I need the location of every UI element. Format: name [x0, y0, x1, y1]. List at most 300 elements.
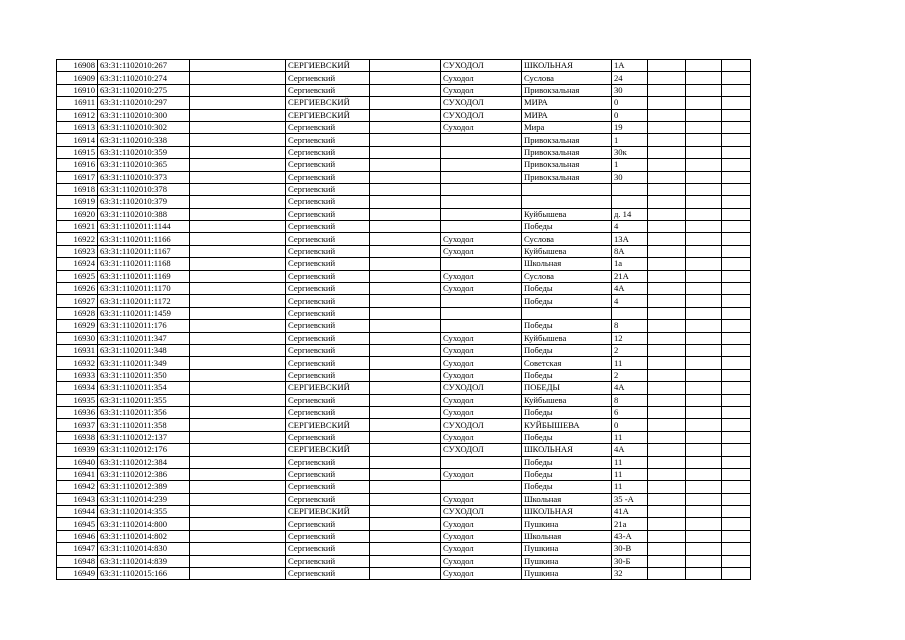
cell-x3 [722, 419, 751, 431]
cell-x1 [648, 258, 686, 270]
cell-blank2 [370, 60, 441, 72]
cell-locality: Суходол [441, 369, 522, 381]
cell-region: Сергиевский [286, 543, 370, 555]
cell-x1 [648, 444, 686, 456]
cell-id: 16909 [57, 72, 98, 84]
cell-region: Сергиевский [286, 518, 370, 530]
cell-house: 21А [612, 270, 648, 282]
cell-x1 [648, 431, 686, 443]
cell-id: 16941 [57, 468, 98, 480]
cell-id: 16918 [57, 183, 98, 195]
cell-cadastral: 63:31:1102010:297 [98, 97, 190, 109]
cell-x2 [686, 72, 722, 84]
cell-region: Сергиевский [286, 72, 370, 84]
cell-street [522, 196, 612, 208]
cell-blank1 [190, 171, 286, 183]
cell-x2 [686, 382, 722, 394]
cell-locality: Суходол [441, 394, 522, 406]
cell-street: Куйбышева [522, 332, 612, 344]
cell-cadastral: 63:31:1102011:1172 [98, 295, 190, 307]
cell-blank1 [190, 530, 286, 542]
table-row [57, 530, 751, 542]
cell-id: 16927 [57, 295, 98, 307]
cell-id: 16912 [57, 109, 98, 121]
cell-blank1 [190, 419, 286, 431]
cell-street: Победы [522, 320, 612, 332]
cell-x1 [648, 406, 686, 418]
cell-region: Сергиевский [286, 307, 370, 319]
cell-blank2 [370, 159, 441, 171]
cell-x3 [722, 183, 751, 195]
cell-x1 [648, 208, 686, 220]
cell-house: 24 [612, 72, 648, 84]
cell-street: Пушкина [522, 543, 612, 555]
cell-id: 16936 [57, 406, 98, 418]
cell-blank1 [190, 431, 286, 443]
cell-x1 [648, 97, 686, 109]
cell-cadastral: 63:31:1102014:239 [98, 493, 190, 505]
cell-house: 4 [612, 221, 648, 233]
cell-x2 [686, 481, 722, 493]
table-row [57, 171, 751, 183]
cell-cadastral: 63:31:1102011:1144 [98, 221, 190, 233]
cell-id: 16943 [57, 493, 98, 505]
cell-x1 [648, 481, 686, 493]
cell-house: 8А [612, 245, 648, 257]
table-row [57, 307, 751, 319]
cell-region: СЕРГИЕВСКИЙ [286, 382, 370, 394]
cell-house: 4А [612, 382, 648, 394]
cell-cadastral: 63:31:1102010:302 [98, 121, 190, 133]
cell-x2 [686, 134, 722, 146]
cell-blank1 [190, 233, 286, 245]
cell-house: 1А [612, 60, 648, 72]
cell-region: Сергиевский [286, 568, 370, 580]
cell-cadastral: 63:31:1102011:349 [98, 357, 190, 369]
cell-id: 16925 [57, 270, 98, 282]
cell-region: Сергиевский [286, 221, 370, 233]
cell-locality [441, 159, 522, 171]
cell-x1 [648, 245, 686, 257]
cell-x2 [686, 555, 722, 567]
cell-locality: Суходол [441, 270, 522, 282]
cell-locality [441, 481, 522, 493]
table-row [57, 444, 751, 456]
table-row [57, 109, 751, 121]
cell-blank1 [190, 357, 286, 369]
cell-cadastral: 63:31:1102015:166 [98, 568, 190, 580]
cell-id: 16947 [57, 543, 98, 555]
cell-id: 16911 [57, 97, 98, 109]
cell-region: Сергиевский [286, 468, 370, 480]
cell-house: 4 [612, 295, 648, 307]
cell-id: 16937 [57, 419, 98, 431]
cell-blank2 [370, 171, 441, 183]
cell-blank1 [190, 295, 286, 307]
cell-locality: Суходол [441, 543, 522, 555]
table-row [57, 568, 751, 580]
cell-house: 30 [612, 171, 648, 183]
cell-blank1 [190, 283, 286, 295]
cell-street: Пушкина [522, 555, 612, 567]
cell-blank1 [190, 406, 286, 418]
cell-x1 [648, 332, 686, 344]
table-row [57, 295, 751, 307]
cell-x3 [722, 493, 751, 505]
cell-blank1 [190, 518, 286, 530]
cell-x3 [722, 444, 751, 456]
cell-locality: Суходол [441, 568, 522, 580]
cell-blank2 [370, 369, 441, 381]
cell-x3 [722, 431, 751, 443]
cell-x2 [686, 568, 722, 580]
cell-x1 [648, 183, 686, 195]
cell-street: Победы [522, 431, 612, 443]
table-row [57, 481, 751, 493]
cell-street: ШКОЛЬНАЯ [522, 444, 612, 456]
cell-blank2 [370, 555, 441, 567]
cell-region: Сергиевский [286, 270, 370, 282]
cell-blank2 [370, 134, 441, 146]
cell-x3 [722, 357, 751, 369]
cell-street: Победы [522, 295, 612, 307]
cell-cadastral: 63:31:1102011:1459 [98, 307, 190, 319]
cell-x3 [722, 146, 751, 158]
cell-blank1 [190, 60, 286, 72]
cell-blank1 [190, 221, 286, 233]
cell-locality: Суходол [441, 518, 522, 530]
cell-x3 [722, 72, 751, 84]
cell-x2 [686, 320, 722, 332]
cell-x3 [722, 171, 751, 183]
cell-region: Сергиевский [286, 295, 370, 307]
cell-region: Сергиевский [286, 344, 370, 356]
cell-x1 [648, 493, 686, 505]
cell-id: 16933 [57, 369, 98, 381]
cell-x2 [686, 332, 722, 344]
cell-cadastral: 63:31:1102012:386 [98, 468, 190, 480]
cell-x1 [648, 369, 686, 381]
cell-house: 30к [612, 146, 648, 158]
table-row [57, 320, 751, 332]
cell-x3 [722, 121, 751, 133]
cell-blank1 [190, 258, 286, 270]
cell-x2 [686, 357, 722, 369]
cell-locality [441, 134, 522, 146]
cell-street [522, 307, 612, 319]
cell-cadastral: 63:31:1102011:1170 [98, 283, 190, 295]
table-row [57, 84, 751, 96]
cell-id: 16932 [57, 357, 98, 369]
cell-x3 [722, 60, 751, 72]
cell-region: Сергиевский [286, 406, 370, 418]
cell-cadastral: 63:31:1102011:358 [98, 419, 190, 431]
cell-id: 16949 [57, 568, 98, 580]
cell-x1 [648, 233, 686, 245]
cell-region: Сергиевский [286, 320, 370, 332]
cell-x2 [686, 283, 722, 295]
cell-id: 16921 [57, 221, 98, 233]
table-row [57, 72, 751, 84]
cell-blank1 [190, 481, 286, 493]
table-row [57, 233, 751, 245]
cell-house: 11 [612, 481, 648, 493]
table-row [57, 146, 751, 158]
cell-blank1 [190, 468, 286, 480]
cell-blank2 [370, 295, 441, 307]
cell-blank2 [370, 468, 441, 480]
cell-cadastral: 63:31:1102014:355 [98, 506, 190, 518]
cell-locality [441, 307, 522, 319]
cell-x1 [648, 134, 686, 146]
cell-blank2 [370, 530, 441, 542]
table-row [57, 357, 751, 369]
cell-blank2 [370, 270, 441, 282]
cell-street: Привокзальная [522, 159, 612, 171]
cell-street: ШКОЛЬНАЯ [522, 506, 612, 518]
cell-region: Сергиевский [286, 245, 370, 257]
cell-cadastral: 63:31:1102011:176 [98, 320, 190, 332]
cell-x2 [686, 208, 722, 220]
cell-house: 30 [612, 84, 648, 96]
cell-id: 16910 [57, 84, 98, 96]
cell-region: Сергиевский [286, 530, 370, 542]
cell-id: 16939 [57, 444, 98, 456]
cell-cadastral: 63:31:1102010:378 [98, 183, 190, 195]
cell-x1 [648, 221, 686, 233]
cell-x1 [648, 283, 686, 295]
cell-house: 11 [612, 456, 648, 468]
cell-street: Суслова [522, 72, 612, 84]
cell-x1 [648, 109, 686, 121]
cell-region: Сергиевский [286, 134, 370, 146]
cell-house: 12 [612, 332, 648, 344]
table-row [57, 344, 751, 356]
cell-x3 [722, 555, 751, 567]
cell-cadastral: 63:31:1102011:356 [98, 406, 190, 418]
cell-street: Победы [522, 456, 612, 468]
cell-x2 [686, 518, 722, 530]
cell-street: Школьная [522, 530, 612, 542]
cell-street: КУЙБЫШЕВА [522, 419, 612, 431]
cell-locality: Суходол [441, 357, 522, 369]
cell-locality [441, 208, 522, 220]
table-row [57, 270, 751, 282]
cell-street: Куйбышева [522, 208, 612, 220]
table-row [57, 196, 751, 208]
cell-street: Победы [522, 369, 612, 381]
cell-x2 [686, 196, 722, 208]
cell-blank2 [370, 406, 441, 418]
cell-cadastral: 63:31:1102014:830 [98, 543, 190, 555]
cell-x1 [648, 270, 686, 282]
cell-cadastral: 63:31:1102010:275 [98, 84, 190, 96]
cell-blank1 [190, 97, 286, 109]
cell-x1 [648, 530, 686, 542]
cell-x3 [722, 382, 751, 394]
cell-house: 32 [612, 568, 648, 580]
cell-blank1 [190, 84, 286, 96]
cell-blank1 [190, 121, 286, 133]
cell-blank1 [190, 270, 286, 282]
cell-region: Сергиевский [286, 84, 370, 96]
cell-house: 35 -А [612, 493, 648, 505]
cell-street: Победы [522, 406, 612, 418]
cell-x1 [648, 84, 686, 96]
cell-blank2 [370, 382, 441, 394]
cell-id: 16929 [57, 320, 98, 332]
cell-region: Сергиевский [286, 555, 370, 567]
cell-x3 [722, 134, 751, 146]
cell-locality: Суходол [441, 555, 522, 567]
cell-blank2 [370, 121, 441, 133]
cell-blank1 [190, 146, 286, 158]
cell-cadastral: 63:31:1102010:359 [98, 146, 190, 158]
cell-house: 4А [612, 283, 648, 295]
cell-x2 [686, 60, 722, 72]
cell-blank2 [370, 444, 441, 456]
cell-x3 [722, 221, 751, 233]
table-row [57, 134, 751, 146]
cell-x3 [722, 332, 751, 344]
cell-locality: Суходол [441, 344, 522, 356]
cell-street: МИРА [522, 97, 612, 109]
cell-street: Победы [522, 468, 612, 480]
table-row [57, 506, 751, 518]
table-row [57, 394, 751, 406]
table-row [57, 369, 751, 381]
cell-blank2 [370, 394, 441, 406]
cell-house [612, 196, 648, 208]
cell-street: Школьная [522, 493, 612, 505]
cell-x2 [686, 183, 722, 195]
cell-locality [441, 258, 522, 270]
cell-blank1 [190, 543, 286, 555]
cell-region: СЕРГИЕВСКИЙ [286, 419, 370, 431]
cell-x3 [722, 530, 751, 542]
cell-x2 [686, 295, 722, 307]
cell-blank1 [190, 344, 286, 356]
cell-locality: Суходол [441, 468, 522, 480]
cell-locality: Суходол [441, 431, 522, 443]
cell-x3 [722, 394, 751, 406]
cell-region: Сергиевский [286, 121, 370, 133]
table-body [57, 60, 751, 580]
cell-street: Школьная [522, 258, 612, 270]
cell-x3 [722, 481, 751, 493]
cell-street: Победы [522, 283, 612, 295]
cell-x3 [722, 84, 751, 96]
cell-cadastral: 63:31:1102012:389 [98, 481, 190, 493]
cell-locality [441, 295, 522, 307]
cell-locality: Суходол [441, 493, 522, 505]
table-row [57, 406, 751, 418]
cell-cadastral: 63:31:1102011:348 [98, 344, 190, 356]
cell-locality [441, 320, 522, 332]
cell-x3 [722, 518, 751, 530]
cell-blank1 [190, 134, 286, 146]
cell-x1 [648, 344, 686, 356]
cell-locality: Суходол [441, 84, 522, 96]
table-row [57, 245, 751, 257]
cell-x1 [648, 146, 686, 158]
cell-x1 [648, 121, 686, 133]
cell-x1 [648, 456, 686, 468]
cell-cadastral: 63:31:1102011:1169 [98, 270, 190, 282]
cell-x3 [722, 369, 751, 381]
cell-blank1 [190, 382, 286, 394]
cell-region: Сергиевский [286, 183, 370, 195]
table-row [57, 382, 751, 394]
cell-locality: Суходол [441, 406, 522, 418]
cell-x2 [686, 506, 722, 518]
cell-id: 16930 [57, 332, 98, 344]
cell-id: 16948 [57, 555, 98, 567]
cell-region: Сергиевский [286, 208, 370, 220]
cell-x3 [722, 97, 751, 109]
cell-cadastral: 63:31:1102011:1168 [98, 258, 190, 270]
cell-house: 11 [612, 431, 648, 443]
cell-id: 16915 [57, 146, 98, 158]
cell-region: Сергиевский [286, 283, 370, 295]
cell-x2 [686, 233, 722, 245]
cell-locality [441, 183, 522, 195]
cell-blank1 [190, 109, 286, 121]
cell-x2 [686, 456, 722, 468]
cell-id: 16922 [57, 233, 98, 245]
cell-x2 [686, 444, 722, 456]
cell-x2 [686, 109, 722, 121]
cell-x2 [686, 431, 722, 443]
cell-house: 0 [612, 419, 648, 431]
table-row [57, 518, 751, 530]
cell-house: 0 [612, 97, 648, 109]
cell-blank2 [370, 72, 441, 84]
cell-region: Сергиевский [286, 394, 370, 406]
cell-locality [441, 221, 522, 233]
cell-region: СЕРГИЕВСКИЙ [286, 109, 370, 121]
cell-blank1 [190, 307, 286, 319]
cell-locality: СУХОДОЛ [441, 382, 522, 394]
cell-locality: СУХОДОЛ [441, 109, 522, 121]
cell-cadastral: 63:31:1102014:839 [98, 555, 190, 567]
table-row [57, 468, 751, 480]
cell-house: 4А [612, 444, 648, 456]
cell-x2 [686, 159, 722, 171]
cell-street: Привокзальная [522, 134, 612, 146]
cell-house: 6 [612, 406, 648, 418]
cell-locality: СУХОДОЛ [441, 60, 522, 72]
cell-cadastral: 63:31:1102011:347 [98, 332, 190, 344]
cell-street: Победы [522, 221, 612, 233]
cell-x2 [686, 344, 722, 356]
cell-street [522, 183, 612, 195]
cell-street: Суслова [522, 270, 612, 282]
cell-x2 [686, 270, 722, 282]
cell-x3 [722, 159, 751, 171]
cell-x2 [686, 97, 722, 109]
cell-blank1 [190, 555, 286, 567]
cell-x3 [722, 283, 751, 295]
cell-x1 [648, 543, 686, 555]
cell-x1 [648, 382, 686, 394]
cell-locality [441, 146, 522, 158]
cell-house: 0 [612, 109, 648, 121]
cell-locality: СУХОДОЛ [441, 444, 522, 456]
cell-street: Привокзальная [522, 84, 612, 96]
cell-locality: Суходол [441, 332, 522, 344]
cell-cadastral: 63:31:1102011:1167 [98, 245, 190, 257]
